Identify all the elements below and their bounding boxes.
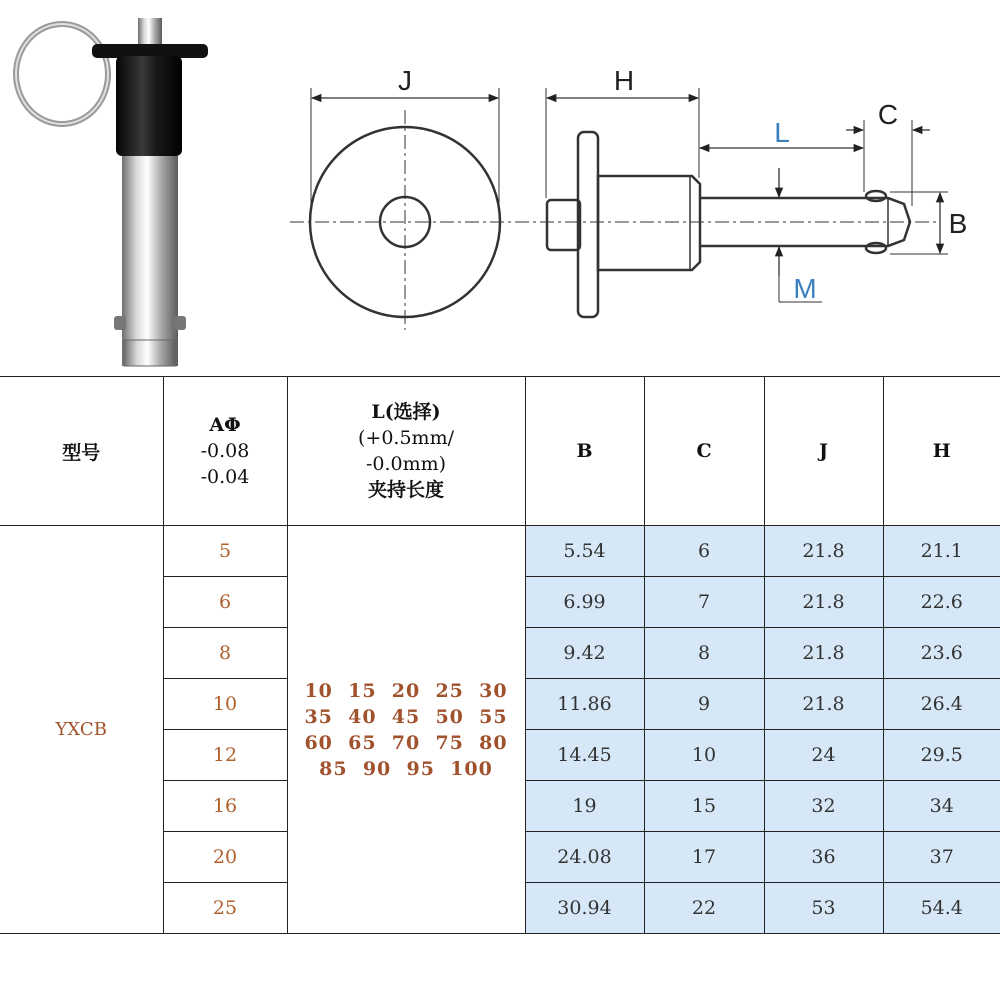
product-photo [16, 18, 208, 366]
b-value-cell: 19 [525, 781, 644, 832]
h-value-cell: 21.1 [883, 526, 1000, 577]
l-options-line2: 35 40 45 50 55 [304, 705, 508, 728]
header-b: B [525, 377, 644, 526]
l-options-line4: 85 90 95 100 [319, 757, 493, 780]
a-diameter-cell: 20 [163, 832, 287, 883]
c-value-cell: 9 [644, 679, 764, 730]
j-value-cell: 21.8 [764, 577, 883, 628]
header-l-line4: 夹持长度 [367, 479, 444, 501]
a-diameter-cell: 16 [163, 781, 287, 832]
h-value-cell: 37 [883, 832, 1000, 883]
b-value-cell: 9.42 [525, 628, 644, 679]
knob [547, 200, 580, 250]
c-value-cell: 15 [644, 781, 764, 832]
side-view [547, 132, 910, 317]
label-b: B [948, 208, 968, 239]
a-diameter-cell: 10 [163, 679, 287, 730]
header-a [163, 377, 287, 526]
h-value-cell: 26.4 [883, 679, 1000, 730]
l-options-line1: 10 15 20 25 30 [304, 679, 508, 702]
header-l-line3: -0.0mm) [365, 453, 447, 475]
j-value-cell: 21.8 [764, 526, 883, 577]
label-h: H [613, 65, 635, 96]
header-model: 型号 [0, 377, 163, 526]
j-value-cell: 32 [764, 781, 883, 832]
c-value-cell: 7 [644, 577, 764, 628]
h-value-cell: 54.4 [883, 883, 1000, 934]
b-value-cell: 14.45 [525, 730, 644, 781]
header-l-line2: (+0.5mm/ [358, 427, 454, 449]
c-value-cell: 10 [644, 730, 764, 781]
header-h: H [883, 377, 1000, 526]
label-m: M [793, 273, 817, 304]
header-a-line3: -0.04 [200, 466, 250, 488]
header-l [287, 377, 525, 526]
h-value-cell: 22.6 [883, 577, 1000, 628]
c-value-cell: 8 [644, 628, 764, 679]
a-diameter-cell: 8 [163, 628, 287, 679]
header-l-line1: L(选择) [371, 401, 441, 423]
model-cell: YXCB [0, 526, 163, 934]
table-row [0, 526, 1000, 577]
black-flange [92, 44, 208, 58]
header-a-line1: AΦ [209, 414, 241, 436]
a-diameter-cell: 25 [163, 883, 287, 934]
l-options-cell [287, 526, 525, 934]
c-value-cell: 22 [644, 883, 764, 934]
a-diameter-cell: 5 [163, 526, 287, 577]
label-j: J [398, 65, 412, 96]
spec-table [0, 376, 1000, 941]
black-grip [116, 56, 182, 156]
b-value-cell: 5.54 [525, 526, 644, 577]
c-value-cell: 6 [644, 526, 764, 577]
header-j: J [764, 377, 883, 526]
body [598, 176, 700, 270]
a-diameter-cell: 12 [163, 730, 287, 781]
b-value-cell: 6.99 [525, 577, 644, 628]
h-value-cell: 29.5 [883, 730, 1000, 781]
b-value-cell: 30.94 [525, 883, 644, 934]
header-row [0, 377, 1000, 526]
l-options-line3: 60 65 70 75 80 [304, 731, 508, 754]
j-value-cell: 36 [764, 832, 883, 883]
j-value-cell: 24 [764, 730, 883, 781]
dimension-labels [398, 65, 967, 304]
pin-drawing [0, 0, 1000, 375]
h-value-cell: 23.6 [883, 628, 1000, 679]
j-value-cell: 21.8 [764, 628, 883, 679]
a-diameter-cell: 6 [163, 577, 287, 628]
steel-shaft [122, 156, 178, 366]
locking-ball [866, 191, 886, 201]
end-view [290, 88, 940, 330]
b-value-cell: 24.08 [525, 832, 644, 883]
c-value-cell: 17 [644, 832, 764, 883]
header-a-line2: -0.08 [200, 440, 250, 462]
h-value-cell: 34 [883, 781, 1000, 832]
label-l: L [774, 117, 790, 148]
top-stem [138, 18, 162, 48]
header-c: C [644, 377, 764, 526]
j-value-cell: 21.8 [764, 679, 883, 730]
b-value-cell: 11.86 [525, 679, 644, 730]
j-value-cell: 53 [764, 883, 883, 934]
label-c: C [877, 99, 899, 130]
